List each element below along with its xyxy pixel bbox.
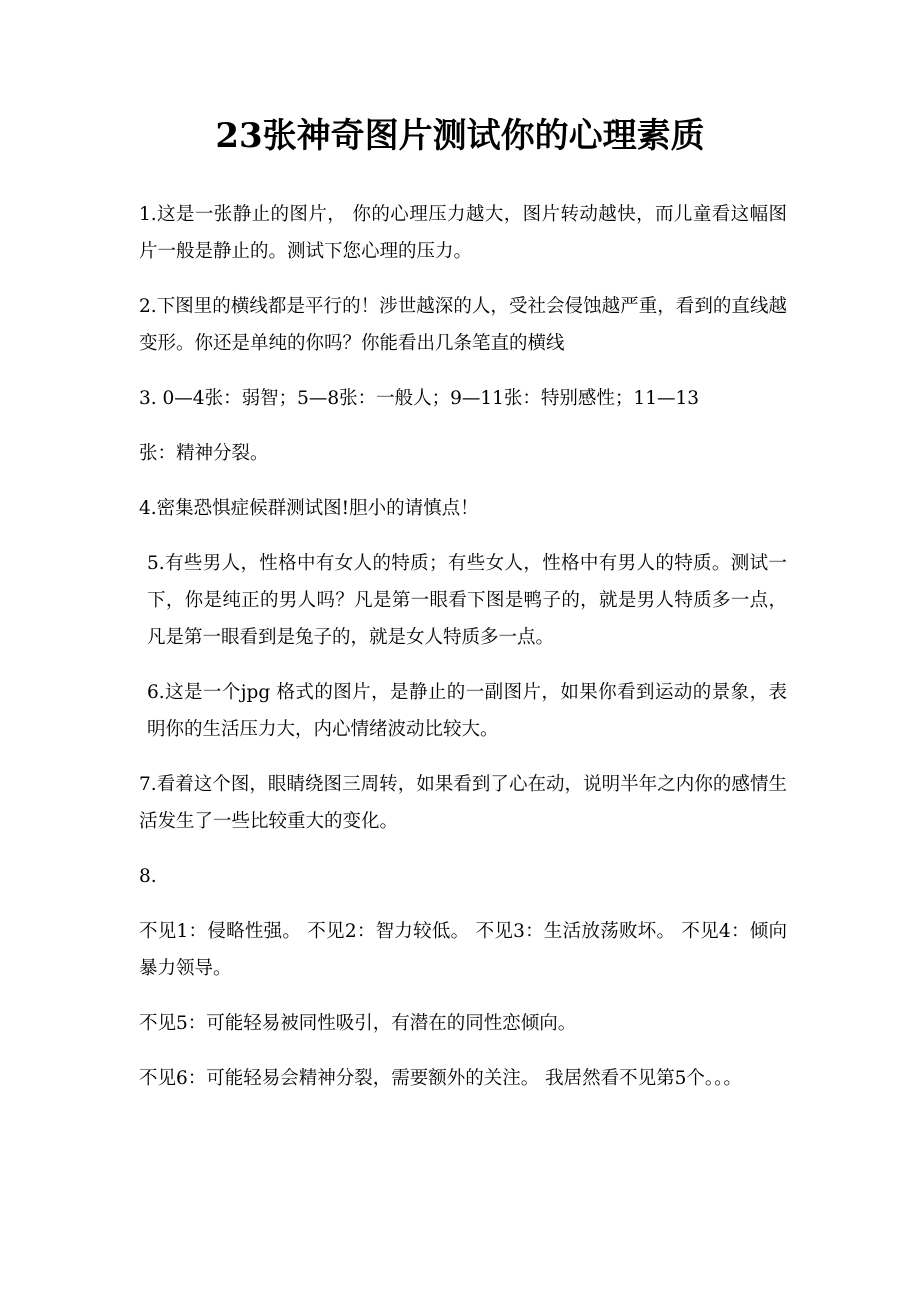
document-title: 23张神奇图片测试你的心理素质 (215, 116, 705, 156)
paragraph-3: 3. 0—4张：弱智；5—8张：一般人；9—11张：特别感性；11—13 (139, 388, 700, 409)
paragraph-4: 4.密集恐惧症候群测试图!胆小的请慎点！ (139, 498, 479, 519)
paragraph-1: 1.这是一张静止的图片， 你的心理压力越大，图片转动越快，而儿童看这幅图片一般是静止的。测试下您心理的压力。 (139, 204, 787, 262)
paragraph-5: 5.有些男人，性格中有女人的特质；有些女人，性格中有男人的特质。测试一下，你是纯正的男人吗？凡是第一眼看下图是鸭子的，就是男人特质多一点，凡是第一眼看到是兔子的，就是女人特质多一点。 (147, 553, 787, 648)
document-body (139, 196, 787, 1115)
paragraph-6: 6.这是一个jpg 格式的图片，是静止的一副图片，如果你看到运动的景象，表明你的生活压力大，内心情绪波动比较大。 (147, 682, 787, 740)
paragraph-7: 7.看着这个图，眼睛绕图三周转，如果看到了心在动，说明半年之内你的感情生活发生了一些比较重大的变化。 (139, 774, 787, 832)
paragraph-2: 2.下图里的横线都是平行的！涉世越深的人，受社会侵蚀越严重，看到的直线越变形。你还是单纯的你吗？你能看出几条笔直的横线 (139, 296, 787, 354)
paragraph-3-continued: 张：精神分裂。 (139, 443, 269, 464)
paragraph-8: 8. (139, 866, 157, 887)
paragraph-8-results-2: 不见5：可能轻易被同性吸引，有潜在的同性恋倾向。 (139, 1013, 577, 1034)
paragraph-8-results-3: 不见6：可能轻易会精神分裂，需要额外的关注。 我居然看不见第5个。。。 (139, 1068, 742, 1089)
paragraph-8-results-1: 不见1：侵略性强。 不见2：智力较低。 不见3：生活放荡败坏。 不见4：倾向暴力领导。 (139, 921, 787, 979)
